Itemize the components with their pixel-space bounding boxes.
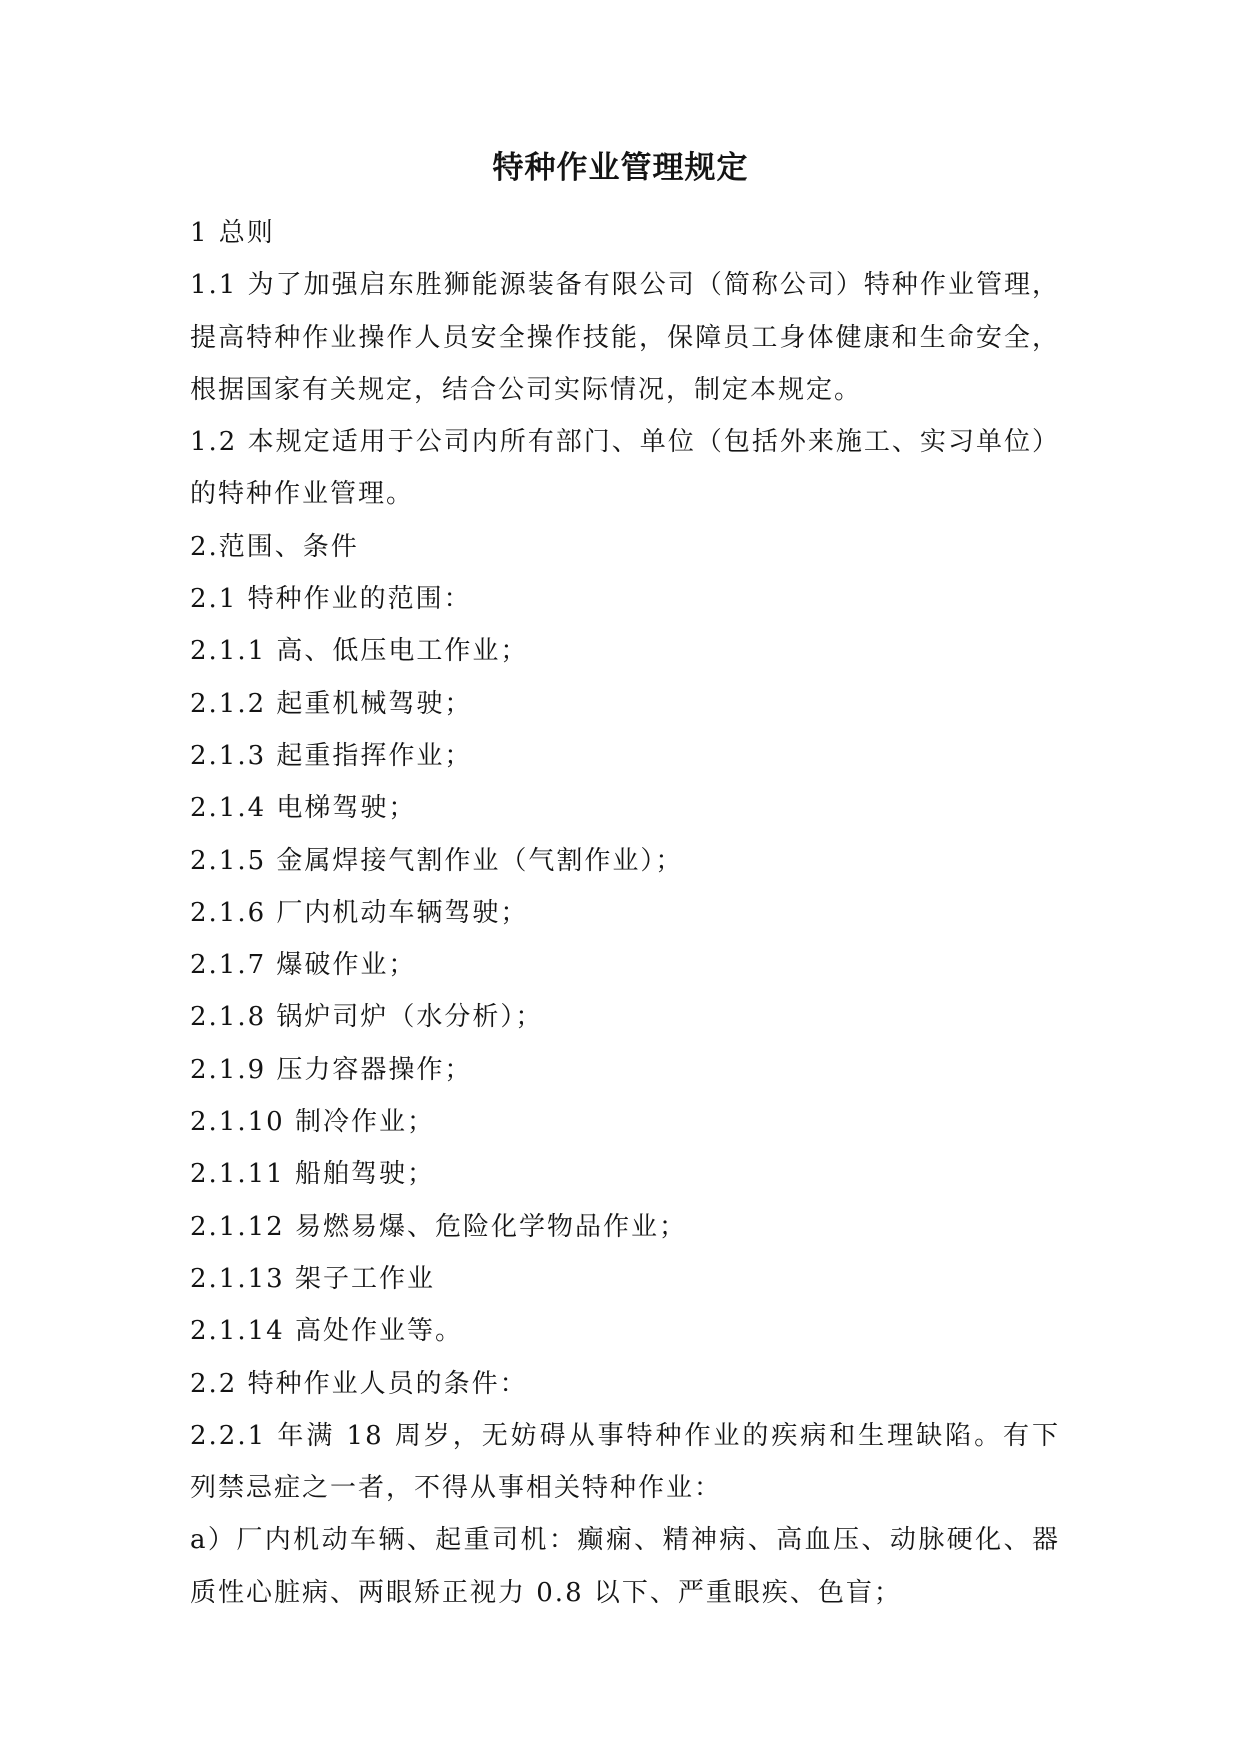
clause-2-1: 2.1 特种作业的范围： xyxy=(190,584,472,615)
list-item: 2.1.11 船舶驾驶； xyxy=(190,1159,435,1190)
clause-1-2: 1.2 本规定适用于公司内所有部门、单位（包括外来施工、实习单位）的特种作业管理。 xyxy=(190,427,1060,510)
list-item: 2.1.6 厂内机动车辆驾驶； xyxy=(190,897,529,928)
clause-1-1: 1.1 为了加强启东胜狮能源装备有限公司（简称公司）特种作业管理，提高特种作业操作人员安全操作技能，保障员工身体健康和生命安全，根据国家有关规定，结合公司实际情况，制定本规定。 xyxy=(190,270,1060,405)
clause-2-2-1: 2.2.1 年满 18 周岁，无妨碍从事特种作业的疾病和生理缺陷。有下列禁忌症之一者，不得从事相关特种作业： xyxy=(190,1420,1060,1504)
document-body xyxy=(190,207,1060,1619)
section-heading-scope: 2.范围、条件 xyxy=(190,531,359,562)
list-item: 2.1.8 锅炉司炉（水分析）； xyxy=(190,1002,544,1033)
list-item: 2.1.5 金属焊接气割作业（气割作业）； xyxy=(190,845,684,876)
list-item: 2.1.9 压力容器操作； xyxy=(190,1054,473,1085)
list-item: 2.1.12 易燃易爆、危险化学物品作业； xyxy=(190,1211,687,1242)
clause-item-a: a）厂内机动车辆、起重司机：癫痫、精神病、高血压、动脉硬化、器质性心脏病、两眼矫正视力 0.8 以下、严重眼疾、色盲； xyxy=(190,1525,1060,1608)
list-item: 2.1.14 高处作业等。 xyxy=(190,1316,463,1347)
list-item: 2.1.2 起重机械驾驶； xyxy=(190,688,473,719)
list-item: 2.1.4 电梯驾驶； xyxy=(190,793,417,824)
list-item: 2.1.10 制冷作业； xyxy=(190,1107,435,1138)
list-item: 2.1.1 高、低压电工作业； xyxy=(190,636,529,667)
list-item: 2.1.13 架子工作业 xyxy=(190,1263,435,1294)
section-heading-general: 1 总则 xyxy=(190,218,275,248)
list-item: 2.1.3 起重指挥作业； xyxy=(190,740,473,771)
list-item: 2.1.7 爆破作业； xyxy=(190,950,417,981)
clause-2-2: 2.2 特种作业人员的条件： xyxy=(190,1368,528,1399)
document-title: 特种作业管理规定 xyxy=(492,150,749,186)
